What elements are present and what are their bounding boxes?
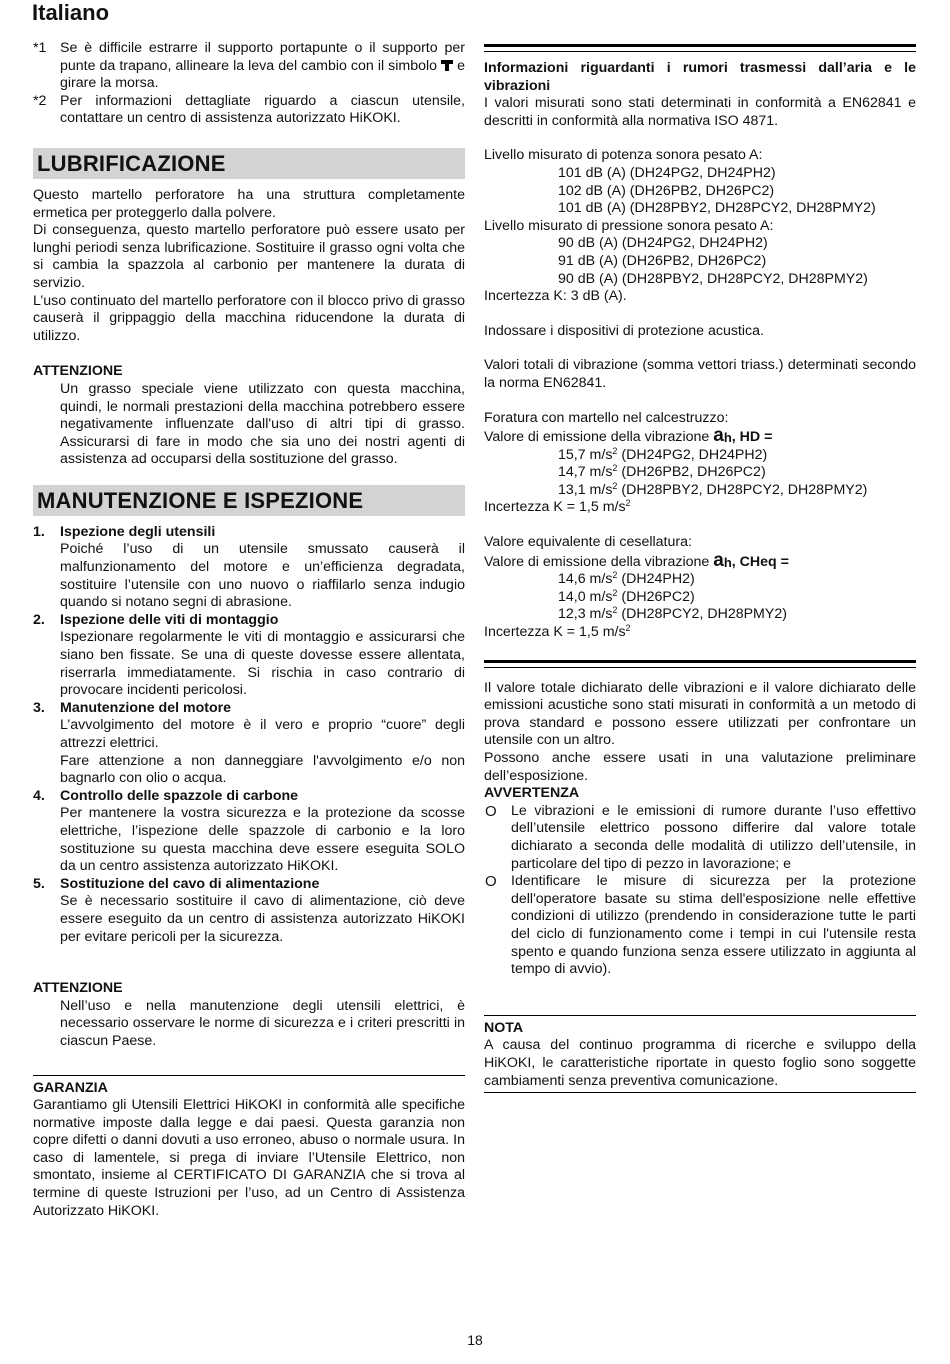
footnote-2: *2 Per informazioni dettagliate riguardo a ciascun utensile, contattare un centro di assistenza autorizzato HiKOKI. (33, 92, 465, 127)
maintenance-item: 2. Ispezione delle viti di montaggio Ispezionare regolarmente le viti di montaggio e assicurarsi che siano ben fissate. Se una di queste dovesse essere allentata, riserrarla immediatamente. Si rischia in caso contrario di provocare incidenti pericolosi. (33, 611, 465, 699)
cheq-value: 14,6 $m/s^2$ (DH24PH2) (558, 570, 695, 588)
footnote-1: *1 Se è difficile estrarre il supporto portapunte o il supporto per punte da trapano, allineare la leva del cambio con il simbolo e girare la morsa. (33, 40, 465, 92)
attention-text: Un grasso speciale viene utilizzato con questa macchina, quindi, le normali prestazioni della macchina potrebbero essere negativamente influenzate dall'uso di altri tipi di grasso. Assicurarsi di fare in modo che sia uno dei nostri agenti di assistenza ad occuparsi della sostituzione del grasso. (60, 380, 465, 468)
lubrication-paragraph: L’uso continuato del martello perforatore con il blocco privo di grasso causerà il grippaggio della macchina riducendone la durata di utilizzo. (33, 292, 465, 344)
section-title-manutenzione: MANUTENZIONE E ISPEZIONE (33, 485, 465, 516)
attention-label: ATTENZIONE (33, 363, 123, 380)
warning-label: AVVERTENZA (484, 785, 580, 802)
protection-text: Indossare i dispositivi di protezione acustica. (484, 322, 764, 339)
hd-value: 13,1 $m/s^2$ (DH28PBY2, DH28PCY2, DH28PMY2) (558, 480, 868, 498)
left-column (33, 40, 465, 1220)
power-value: 101 dB (A) (DH24PG2, DH24PH2) (558, 164, 776, 181)
language-header: Italiano (32, 0, 110, 25)
pressure-label: Livello misurato di pressione sonora pesato A: (484, 217, 774, 234)
cheq-value: 14,0 $m/s^2$ (DH26PC2) (558, 587, 695, 605)
circle-bullet-icon: O (485, 802, 497, 820)
k-uncertainty: Incertezza K = 1,5 $m/s^2$ (484, 498, 631, 516)
uncertainty-text: Incertezza K: 3 dB (A). (484, 288, 627, 305)
k-uncertainty: Incertezza K = 1,5 $m/s^2$ (484, 623, 631, 641)
drilling-label: Foratura con martello nel calcestruzzo: (484, 409, 729, 426)
maintenance-item: 1. Ispezione degli utensili Poiché l’uso di un utensile smussato causerà il malfunzionamento del motore e un’efficienza degradata, sostituire l’utensile con uno nuovo o riaffilarlo senza indugio quando si notano segni di abrasione. (33, 523, 465, 611)
cheq-value: 12,3 $m/s^2$ (DH28PCY2, DH28PMY2) (558, 605, 787, 623)
warranty-text: Garantiamo gli Utensili Elettrici HiKOKI in conformità alle specifiche normative imposte dalla legge e dai paesi. Questa garanzia non copre difetti o danni dovuti a uso erroneo, abuso o normale usura. In caso di lamentele, si prega di inviare l’Utensile Elettrico, non smontato, insieme al CERTIFICATO DI GARANZIA che si trova al termine di queste Istruzioni per l’uso, ad un Centro di Assistenza Autorizzato HiKOKI. (33, 1097, 465, 1219)
maintenance-item: 3. Manutenzione del motore L’avvolgimento del motore è il vero e proprio “cuore” degli attrezzi elettrici. Fare attenzione a non danneggiare l'avvolgimento e/o non bagnarlo con olio o acqua. (33, 699, 465, 787)
circle-bullet-icon: O (485, 873, 497, 891)
preliminary-text: Possono anche essere usati in una valutazione preliminare dell’esposizione. (484, 750, 916, 784)
note-text: A causa del continuo programma di ricerche e sviluppo della HiKOKI, le caratteristiche riportate in questo foglio sono soggette cambiamenti senza preventiva comunicazione. (484, 1037, 916, 1089)
chisel-label: Valore equivalente di cesellatura: (484, 534, 692, 551)
power-value: 101 dB (A) (DH28PBY2, DH28PCY2, DH28PMY2) (558, 200, 876, 217)
ah-symbol: $a_h$ (713, 425, 732, 447)
pressure-value: 90 dB (A) (DH28PBY2, DH28PCY2, DH28PMY2) (558, 270, 868, 287)
hd-value: 15,7 $m/s^2$ (DH24PG2, DH24PH2) (558, 445, 768, 463)
lubrication-paragraph: Di conseguenza, questo martello perforatore può essere usato per lunghi periodi senza lubrificazione. Sostituire il grasso ogni volta che si cambia la spazzola al carbonio per mantenere la durata di servizio. (33, 222, 465, 291)
pressure-value: 90 dB (A) (DH24PG2, DH24PH2) (558, 235, 768, 252)
note-title: NOTA (484, 1019, 524, 1036)
hammer-symbol-icon (441, 60, 453, 71)
declared-values-text: Il valore totale dichiarato delle vibrazioni e il valore dichiarato delle emissioni acustiche sono stati misurati in conformità a un metodo di prova standard e possono essere utilizzati per confrontare un utensile con un altro. (484, 679, 916, 749)
right-column (484, 40, 916, 1093)
hd-value: 14,7 $m/s^2$ (DH26PB2, DH26PC2) (558, 463, 766, 481)
power-value: 102 dB (A) (DH26PB2, DH26PC2) (558, 182, 775, 199)
ah-symbol: $a_h$ (713, 549, 732, 571)
pressure-value: 91 dB (A) (DH26PB2, DH26PC2) (558, 252, 767, 269)
maintenance-item: 5. Sostituzione del cavo di alimentazione Se è necessario sostituire il cavo di alimentazione, ciò deve essere eseguito da un centro di assistenza autorizzato HiKOKI per evitare pericoli per la sicurezza. (33, 875, 465, 945)
warranty-title: GARANZIA (33, 1079, 108, 1096)
divider (484, 1092, 916, 1093)
noise-intro: I valori misurati sono stati determinati in conformità a EN62841 e descritti in conformità alla normativa ISO 4871. (484, 95, 916, 129)
power-label: Livello misurato di potenza sonora pesato A: (484, 147, 763, 164)
cheq-emission-line: Valore di emissione della vibrazione $a_h$, CHeq = (484, 549, 789, 571)
hd-emission-line: Valore di emissione della vibrazione $a_h$, HD = (484, 425, 773, 447)
vibration-total-text: Valori totali di vibrazione (somma vettori triass.) determinati secondo la norma EN62841. (484, 357, 916, 391)
page-number: 18 (467, 1332, 483, 1348)
warning-item: O Identificare le misure di sicurezza per la protezione dell'operatore basate su stima dell'esposizione nelle effettive condizioni di utilizzo (prendendo in considerazione tutte le parti del ciclo di funzionamento come i tempi in cui l'utensile resta spento e quando funziona senza essere utilizzato in aggiunta al tempo di avvio). (485, 873, 916, 978)
noise-title: Informazioni riguardanti i rumori trasmessi dall’aria e le vibrazioni (484, 60, 916, 94)
lubrication-paragraph: Questo martello perforatore ha una struttura completamente ermetica per proteggerlo dalla polvere. (33, 186, 465, 221)
section-title-lubrificazione: LUBRIFICAZIONE (33, 148, 465, 179)
maintenance-item: 4. Controllo delle spazzole di carbone Per mantenere la vostra sicurezza e la protezione da scosse elettriche, l’ispezione delle spazzole di carbonio e la loro sostituzione su questa macchina deve essere eseguita SOLO da un centro assistenza autorizzato HiKOKI. (33, 787, 465, 875)
warning-item: O Le vibrazioni e le emissioni di rumore durante l’uso effettivo dell’utensile elettrico possono differire dal valore totale dichiarato a seconda delle modalità di utilizzo dell’utensile, in particolare del tipo di pezzo in lavorazione; e (485, 802, 916, 872)
attention-text: Nell’uso e nella manutenzione degli utensili elettrici, è necessario osservare le norme di sicurezza e i criteri prescritti in ciascun Paese. (60, 997, 465, 1049)
attention-label: ATTENZIONE (33, 980, 123, 997)
